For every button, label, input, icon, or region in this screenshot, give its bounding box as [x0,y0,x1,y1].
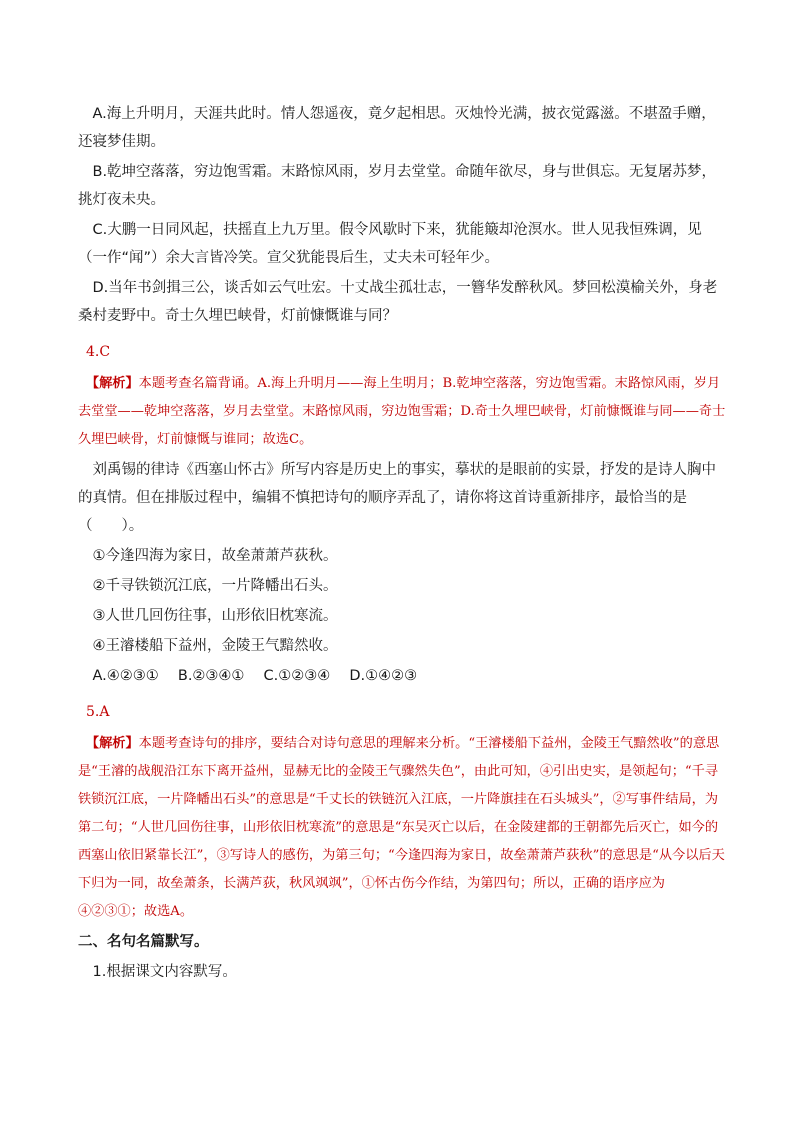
option-a: A.海上升明月，天涯共此时。情人怨遥夜，竟夕起相思。灭烛怜光满，披衣觉露滋。不堪盈手赠，还寝梦佳期。 [78,106,716,150]
section-2-title: 二、名句名篇默写。 [78,934,209,950]
option-c: C.大鹏一日同风起，扶摇直上九万里。假令风歇时下来，犹能簸却沧溟水。世人见我恒殊调，见（一作“闻”）余大言皆冷笑。宣父犹能畏后生，丈夫未可轻年少。 [78,222,702,266]
answer-5: 5.A [86,704,110,720]
answer-4: 4.C [86,344,111,360]
explanation-4-text: 本题考查名篇背诵。A.海上升明月——海上生明月；B.乾坤空落落，穷边饱雪霜。末路惊风雨，岁月去堂堂——乾坤空落落，岁月去堂堂。末路惊风雨，穷边饱雪霜；D.奇士久埋巴峡骨，灯前慷慨谁与同——奇士久埋巴峡骨，灯前慷慨与谁同；故选C。 [78,376,726,447]
question-5-choices: A.④②③① B.②③④① C.①②③④ D.①④②③ [92,668,418,684]
poem-line-3: ③人世几回伤往事，山形依旧枕寒流。 [92,608,338,624]
option-d: D.当年书剑揖三公，谈舌如云气吐宏。十丈战尘孤壮志，一簪华发醉秋风。梦回松漠榆关外，身老桑村麦野中。奇士久埋巴峡骨，灯前慷慨谁与同？ [78,280,718,324]
explanation-5-tag: 【解析】 [85,736,139,751]
document-content [78,100,728,986]
poem-line-1: ①今逢四海为家日，故垒萧萧芦荻秋。 [92,548,338,564]
question-5-stem: 刘禹锡的律诗《西塞山怀古》所写内容是历史上的事实，摹状的是眼前的实景，抒发的是诗人胸中的真情。但在排版过程中，编辑不慎把诗句的顺序弄乱了，请你将这首诗重新排序，最恰当的是（ ）。 [78,462,716,534]
explanation-4 [78,370,728,454]
explanation-5 [78,730,728,926]
explanation-4-tag: 【解析】 [85,376,139,391]
poem-line-4: ④王濬楼船下益州，金陵王气黯然收。 [92,638,338,654]
section-2-item-1: 1.根据课文内容默写。 [92,964,237,980]
explanation-5-text: 本题考查诗句的排序，要结合对诗句意思的理解来分析。“王濬楼船下益州，金陵王气黯然收”的意思是“王濬的战舰沿江东下离开益州，显赫无比的金陵王气骤然失色”，由此可知，④引出史实，是领起句；“千寻铁锁沉江底，一片降幡出石头”的意思是“千丈长的铁链沉入江底，一片降旗挂在石头城头”，②写事件结局，为第二句；“人世几回伤往事，山形依旧枕寒流”的意思是“东吴灭亡以后，在金陵建都的王朝都先后灭亡，如今的西塞山依旧紧靠长江”，③写诗人的感伤，为第三句；“今逢四海为家日，故垒萧萧芦荻秋”的意思是“从今以后天下归为一同，故垒萧条，长满芦荻，秋风飒飒”，①怀古伤今作结，为第四句；所以，正确的语序应为④②③①；故选A。 [78,736,725,919]
poem-line-2: ②千寻铁锁沉江底，一片降幡出石头。 [92,578,338,594]
option-b: B.乾坤空落落，穷边饱雪霜。末路惊风雨，岁月去堂堂。命随年欲尽，身与世俱忘。无复屠苏梦，挑灯夜未央。 [78,164,717,208]
